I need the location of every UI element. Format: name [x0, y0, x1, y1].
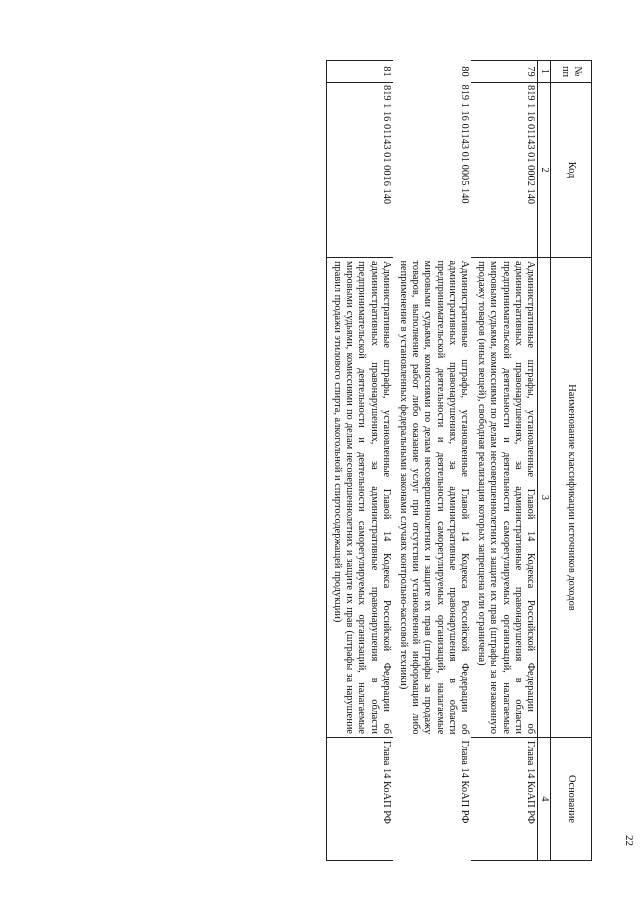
row-number: 80 — [458, 66, 470, 77]
row-name: Административные штрафы, установленные Главой 14 Кодекса Российской Федерации об административных правонарушениях, за административные правонарушения в области предпринимательской деятельности и деятельности саморегулируемых организаций, налагаемые мировыми судьями, комиссиями по делам несовершеннолетних и защите их прав (штрафы за нарушение правил продажи этилового спирта, алкогольной и спиртосодержащей продукции) — [326, 258, 393, 738]
row-code: 819 1 16 01143 01 0002 140 — [471, 83, 538, 258]
header-num: № пп — [551, 61, 592, 83]
table-row — [393, 61, 471, 861]
row-basis: Глава 14 КоАП РФ — [458, 740, 470, 824]
row-name: Административные штрафы, установленные Главой 14 Кодекса Российской Федерации об административных правонарушениях, за административные правонарушения в области предпринимательской деятельности и деятельности саморегулируемых организаций, налагаемые мировыми судьями, комиссиями по делам несовершеннолетних и защите их прав (штрафы за незаконную продажу товаров (иных вещей), свободная реализация которых запрещена или ограничена) — [471, 258, 538, 738]
revenue-classification-table — [326, 60, 592, 861]
header-basis: Основание — [551, 738, 592, 861]
table-row — [326, 61, 393, 861]
header-code: Код — [551, 83, 592, 258]
column-number-row — [538, 61, 551, 861]
header-row — [551, 61, 592, 861]
row-number: 81 — [326, 61, 393, 83]
table-row — [471, 61, 538, 861]
row-code: 819 1 16 01143 01 0016 140 — [326, 83, 393, 258]
header-name: Наименование классификации источников доходов — [551, 258, 592, 738]
column-number: 1 — [538, 61, 551, 83]
row-number: 79 — [471, 61, 538, 83]
column-number: 4 — [538, 738, 551, 861]
page-number: 22 — [623, 835, 635, 846]
column-number: 3 — [538, 258, 551, 738]
row-basis: Глава 14 КоАП РФ — [471, 738, 538, 861]
row-name: Административные штрафы, установленные Главой 14 Кодекса Российской Федерации об административных правонарушениях, за административные правонарушения в области предпринимательской деятельности и деятельности саморегулируемых организаций, налагаемые мировыми судьями, комиссиями по делам несовершеннолетних и защите их прав (штрафы за продажу товаров, выполнение работ либо оказание услуг при отсутствии установленной информации либо неприменение в установленных федеральными законами случаях контрольно-кассовой техники) — [397, 260, 470, 735]
column-number: 2 — [538, 83, 551, 258]
row-code: 819 1 16 01143 01 0005 140 — [458, 84, 470, 204]
row-basis: Глава 14 КоАП РФ — [326, 738, 393, 861]
